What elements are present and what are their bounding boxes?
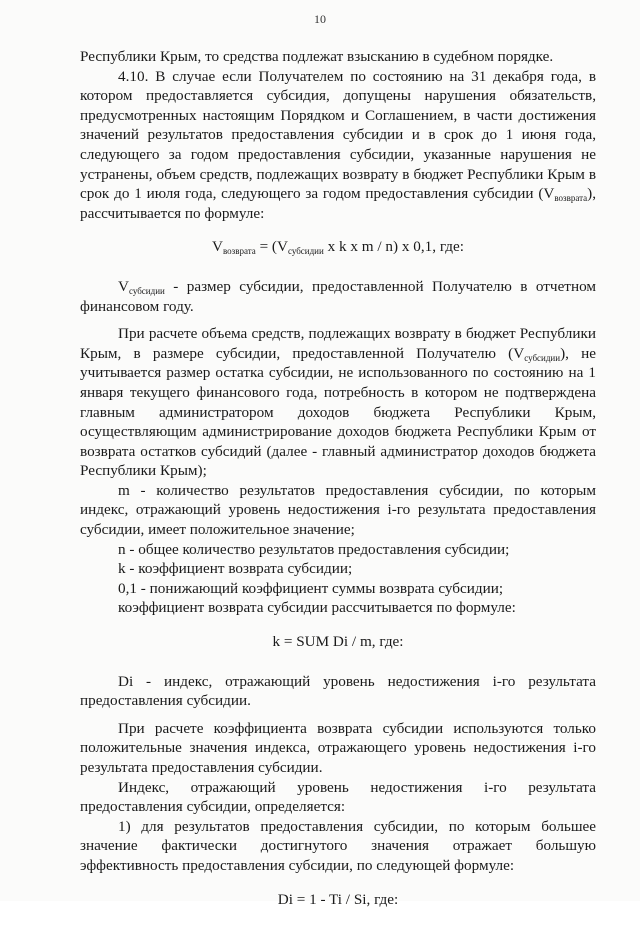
- page-number: 10: [314, 12, 326, 26]
- definition-n: n - общее количество результатов предоставления субсидии;: [118, 540, 510, 558]
- formula-di: Di = 1 - Ti / Si, где:: [277, 890, 399, 908]
- paragraph-case-1: 1) для результатов предоставления субсидии, по которым большее значение фактически достигнутого значения отражает большую эффективность предоставления субсидии, по следующей формуле:: [80, 817, 596, 874]
- formula-v-vozvrata: $V_{возврата} = (V_{субсидии}$ x k x m / n) x 0,1, где:: [212, 238, 464, 257]
- definition-v-subsidii: $V_{субсидии}$ - размер субсидии, предоставленной Получателю в отчетном финансовом году.: [80, 277, 596, 315]
- paragraph-4-10: 4.10. В случае если Получателем по состоянию на 31 декабря года, в котором предоставляется субсидия, допущены нарушения обязательств, предусмотренных настоящим Порядком и Соглашением, в части достижения значений результатов предоставления субсидии и в срок до 1 июня года, следующего за годом предоставления субсидии, указанные нарушения не устранены, объем средств, подлежащих возврату в бюджет Республики Крым в срок до 1 июля года, следующего за годом предоставления субсидии $(V_{возврата})$, рассчитывается по формуле:: [80, 67, 597, 222]
- paragraph-index-defined: Индекс, отражающий уровень недостижения i-го результата предоставления субсидии, определяется:: [80, 778, 596, 816]
- definition-m: m - количество результатов предоставления субсидии, по которым индекс, отражающий уровень недостижения i-го результата предоставления субсидии, имеет положительное значение;: [80, 481, 596, 539]
- formula-intro: коэффициент возврата субсидии рассчитывается по формуле:: [118, 599, 516, 617]
- paragraph-positive-values: При расчете коэффициента возврата субсидии используются только положительные значения индекса, отражающего уровень недостижения i-го результата предоставления субсидии.: [80, 719, 596, 776]
- definition-k: k - коэффициент возврата субсидии;: [118, 560, 353, 578]
- paragraph-calculation-note: При расчете объема средств, подлежащих возврату в бюджет Республики Крым, в размере субсидии, предоставленной Получателю $(V_{субсидии})$, не учитывается размер остатка субсидии, не использованного по состоянию на 1 января текущего финансового года, потребность в котором не подтверждена главным администратором доходов бюджета Республики Крым, осуществляющим администрирование доходов бюджета Республики Крым от возврата остатков субсидий (далее - главный администратор доходов бюджета Республики Крым);: [80, 325, 596, 480]
- paragraph: Республики Крым, то средства подлежат взысканию в судебном порядке.: [80, 48, 554, 65]
- formula-k: k = SUM Di / m, где:: [272, 633, 404, 651]
- definition-0-1: 0,1 - понижающий коэффициент суммы возврата субсидии;: [118, 579, 504, 597]
- definition-di: Di - индекс, отражающий уровень недостижения i-го результата предоставления субсидии.: [80, 672, 596, 710]
- document-body: [80, 47, 596, 929]
